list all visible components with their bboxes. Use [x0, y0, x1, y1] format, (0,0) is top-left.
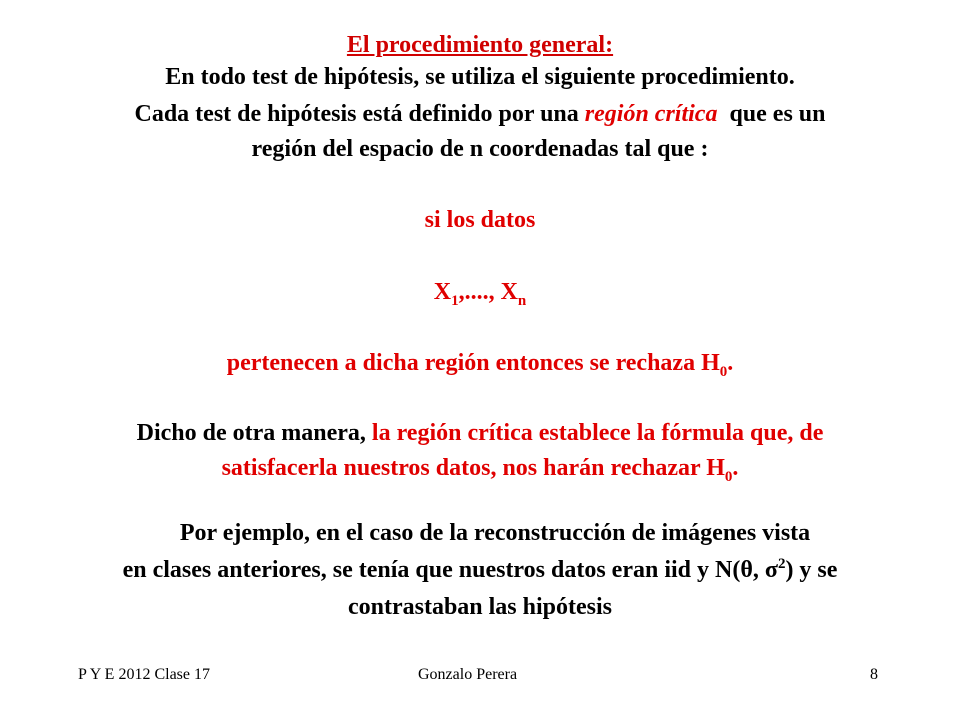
var-sub-1: 1: [451, 292, 459, 309]
paragraph-4-line-2: [0, 555, 960, 585]
paragraph-3-text-b: la región crítica establece la fórmula que, de: [371, 420, 824, 446]
footer-course: P Y E 2012 Clase 17: [78, 666, 210, 683]
paragraph-3-text-a: Dicho de otra manera,: [136, 420, 372, 446]
sigma-exponent: 2: [777, 556, 786, 572]
var-mid: ,...., X: [458, 279, 518, 305]
paragraph-1-line-1: En todo test de hipótesis, se utiliza el siguiente procedimiento.: [165, 64, 795, 90]
paragraph-2-line-2: región del espacio de n coordenadas tal que :: [251, 136, 709, 162]
sigma-symbol: σ: [764, 557, 778, 583]
paragraph-3-sub: 0: [724, 468, 733, 485]
paragraph-4-comma: ,: [752, 557, 765, 583]
paragraph-2-text-a: Cada test de hipótesis está definido por una: [134, 101, 585, 127]
paragraph-4-text-a: en clases anteriores, se tenía que nuestros datos eran iid y N(: [122, 557, 741, 583]
paragraph-4-line-1: Por ejemplo, en el caso de la reconstrucción de imágenes vista: [179, 520, 811, 546]
variables-line: [0, 277, 960, 307]
paragraph-3-line-2-text: satisfacerla nuestros datos, nos harán rechazar H: [221, 455, 725, 481]
paragraph-4-line-3: contrastaban las hipótesis: [347, 594, 613, 620]
footer-page-number: 8: [870, 666, 878, 683]
paragraph-3-line-2: [0, 453, 960, 483]
theta-symbol: θ: [740, 557, 753, 583]
reject-line: [0, 348, 960, 378]
reject-text: pertenecen a dicha región entonces se rechaza H: [226, 350, 720, 376]
condition-line: si los datos: [424, 207, 536, 233]
var-sub-n: n: [517, 292, 527, 309]
paragraph-3-end: .: [732, 455, 739, 481]
slide-title: El procedimiento general:: [346, 32, 614, 58]
paragraph-3-line-1: [0, 418, 960, 448]
paragraph-2-text-c: que es un: [717, 101, 826, 127]
reject-end: .: [727, 350, 734, 376]
paragraph-4-text-b: ) y se: [785, 557, 838, 583]
footer-author: Gonzalo Perera: [418, 666, 518, 683]
critical-region-term: región crítica: [584, 101, 718, 127]
reject-sub: 0: [719, 363, 728, 380]
paragraph-2-line-1: [0, 99, 960, 129]
var-x: X: [433, 279, 452, 305]
